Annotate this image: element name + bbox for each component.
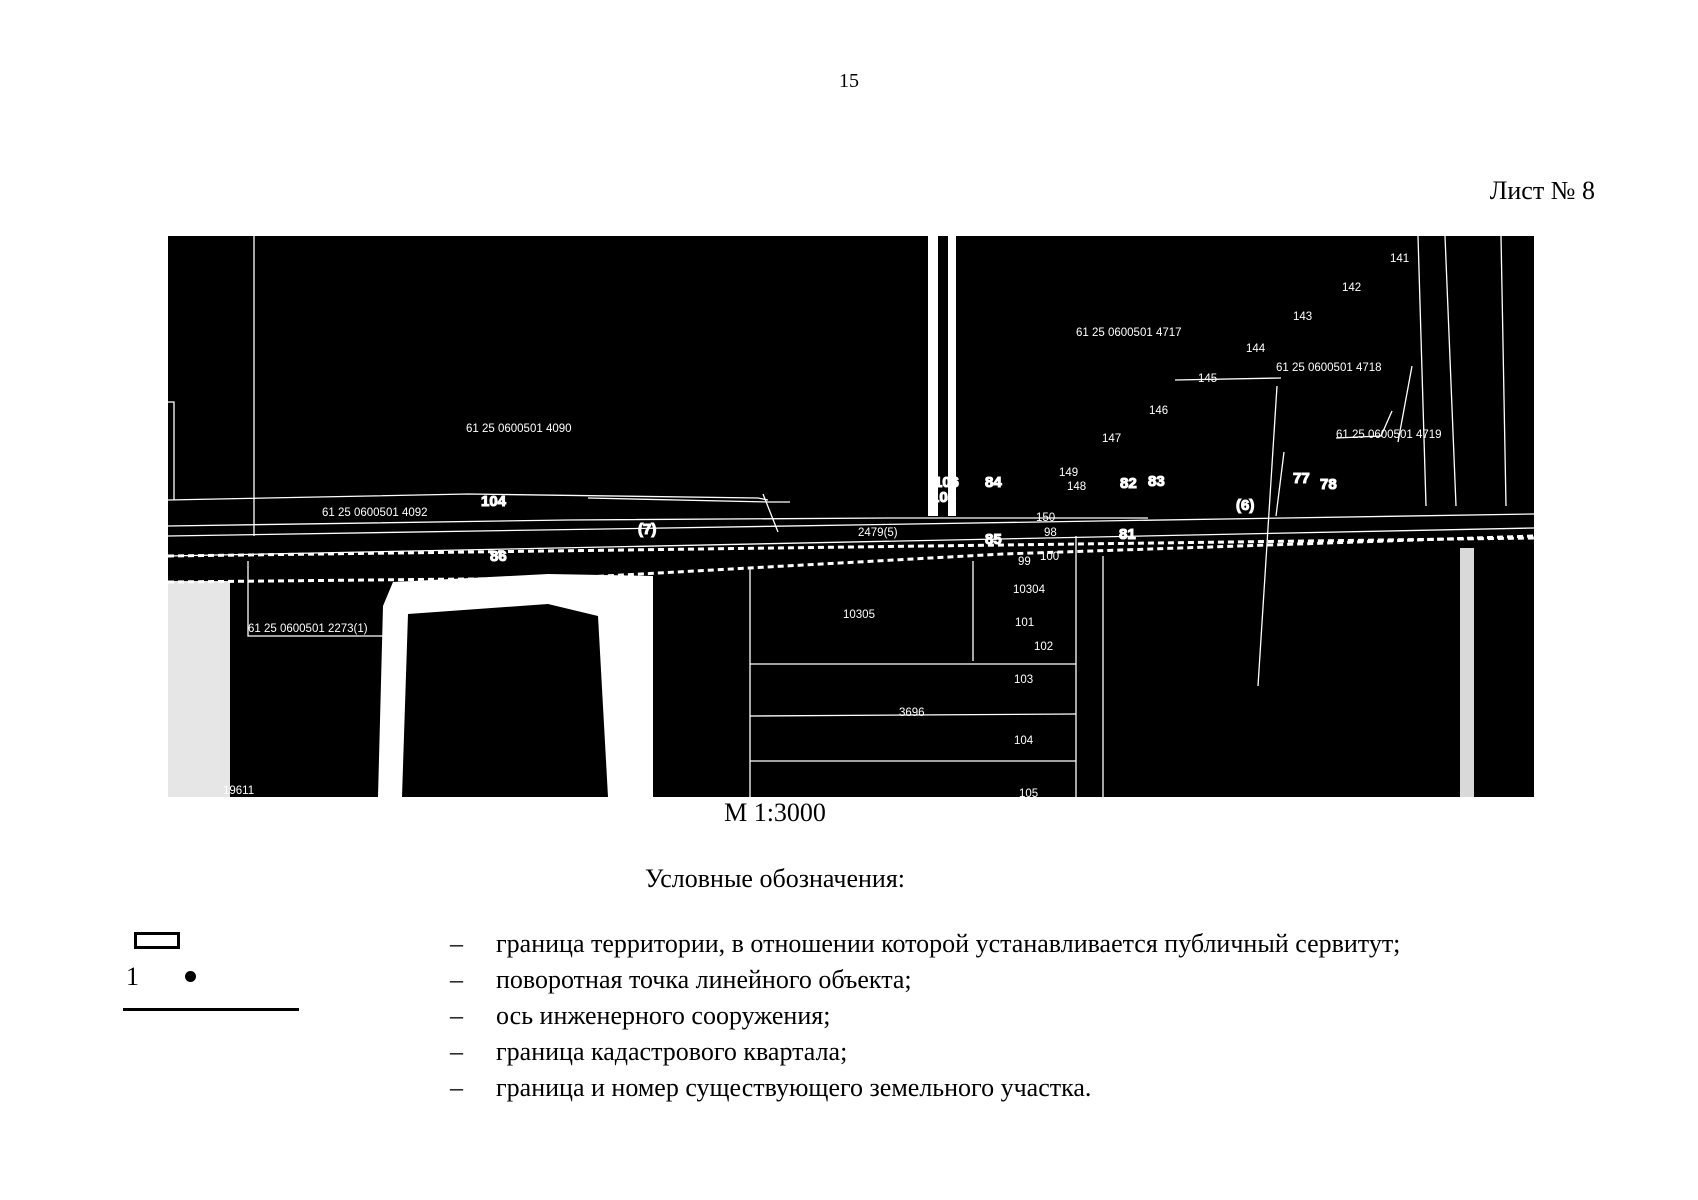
legend-item (120, 1037, 1620, 1073)
legend-dash: – (450, 1037, 463, 1066)
point-label: 105 (1019, 788, 1039, 797)
parcel-label: 61 25 0600501 2273(1) (248, 623, 368, 635)
legend-item-text: граница территории, в отношении которой устанавливается публичный сервитут; (496, 929, 1401, 958)
point-label: 101 (1015, 617, 1035, 629)
circled-point-label: (7) (638, 521, 657, 538)
point-label: 104 (1014, 735, 1034, 747)
legend-item-text: граница кадастрового квартала; (496, 1037, 848, 1066)
point-label: 146 (1149, 405, 1169, 417)
turning-point-label: 81 (1119, 526, 1136, 543)
parcel-label: 61 25 0600501 4092 (322, 507, 428, 519)
turning-point-label: 84 (985, 474, 1002, 491)
parcel-label: 61 25 0600501 4717 (1076, 327, 1182, 339)
legend-item (120, 1001, 1620, 1037)
parcel-label: 3696 (899, 707, 925, 719)
turning-point-label: 85 (985, 531, 1002, 548)
point-label: 103 (1014, 674, 1034, 686)
legend-item-text: ось инженерного сооружения; (496, 1001, 831, 1030)
legend-dash: – (450, 1001, 463, 1030)
parcel-label: 61 25 0600501 4719 (1336, 429, 1442, 441)
parcel-label: 10305 (843, 609, 875, 621)
small-point-labels (1014, 253, 1409, 797)
point-label: 145 (1198, 373, 1218, 385)
legend-item-text: граница и номер существующего земельного участка. (496, 1073, 1092, 1102)
parcel-label: 2479(5) (858, 527, 898, 539)
legend-dash: – (450, 1073, 463, 1102)
point-label: 144 (1246, 343, 1266, 355)
legend-dash: – (450, 929, 463, 958)
point-label: 98 (1044, 527, 1057, 539)
point-label: 147 (1102, 433, 1122, 445)
parcel-label: 61 25 0600501 4090 (466, 423, 572, 435)
point-label: 142 (1342, 282, 1362, 294)
turning-point-label: 77 (1293, 470, 1310, 487)
turning-point-label: 82 (1120, 475, 1137, 492)
point-label: 102 (1034, 641, 1054, 653)
turning-point-label: 86 (490, 548, 507, 565)
sheet-title: Лист № 8 (1489, 176, 1595, 205)
legend-title: Условные обозначения: (644, 864, 906, 893)
servitude-boundary (168, 536, 1534, 582)
turning-point-label: 104 (481, 493, 507, 510)
point-label: 149 (1059, 467, 1079, 479)
legend-item (120, 929, 1620, 965)
point-label: 150 (1036, 512, 1056, 524)
point-label: 99 (1018, 556, 1031, 568)
turning-point-label: 78 (1320, 476, 1337, 493)
point-label: 100 (1040, 551, 1060, 563)
parcel-label: 19611 (223, 785, 255, 797)
turning-point-label: 105 (931, 489, 957, 506)
map-scale: М 1:3000 (724, 798, 826, 827)
turning-point-label: 106 (934, 474, 960, 491)
legend-dash: – (450, 965, 463, 994)
turning-point-label: 83 (1148, 473, 1165, 490)
legend-item-text: поворотная точка линейного объекта; (496, 965, 912, 994)
parcel-label: 61 25 0600501 4718 (1276, 362, 1382, 374)
legend-item (120, 965, 1620, 1001)
point-label: 143 (1293, 311, 1313, 323)
circled-point-label: (6) (1236, 497, 1255, 514)
legend-item (120, 1073, 1620, 1109)
point-label: 141 (1390, 253, 1410, 265)
page-number: 15 (839, 70, 859, 92)
cadastral-map (168, 236, 1534, 797)
turning-point-symbol-number: 1 (126, 962, 139, 991)
point-label: 148 (1067, 481, 1087, 493)
parcel-label: 10304 (1013, 584, 1045, 596)
